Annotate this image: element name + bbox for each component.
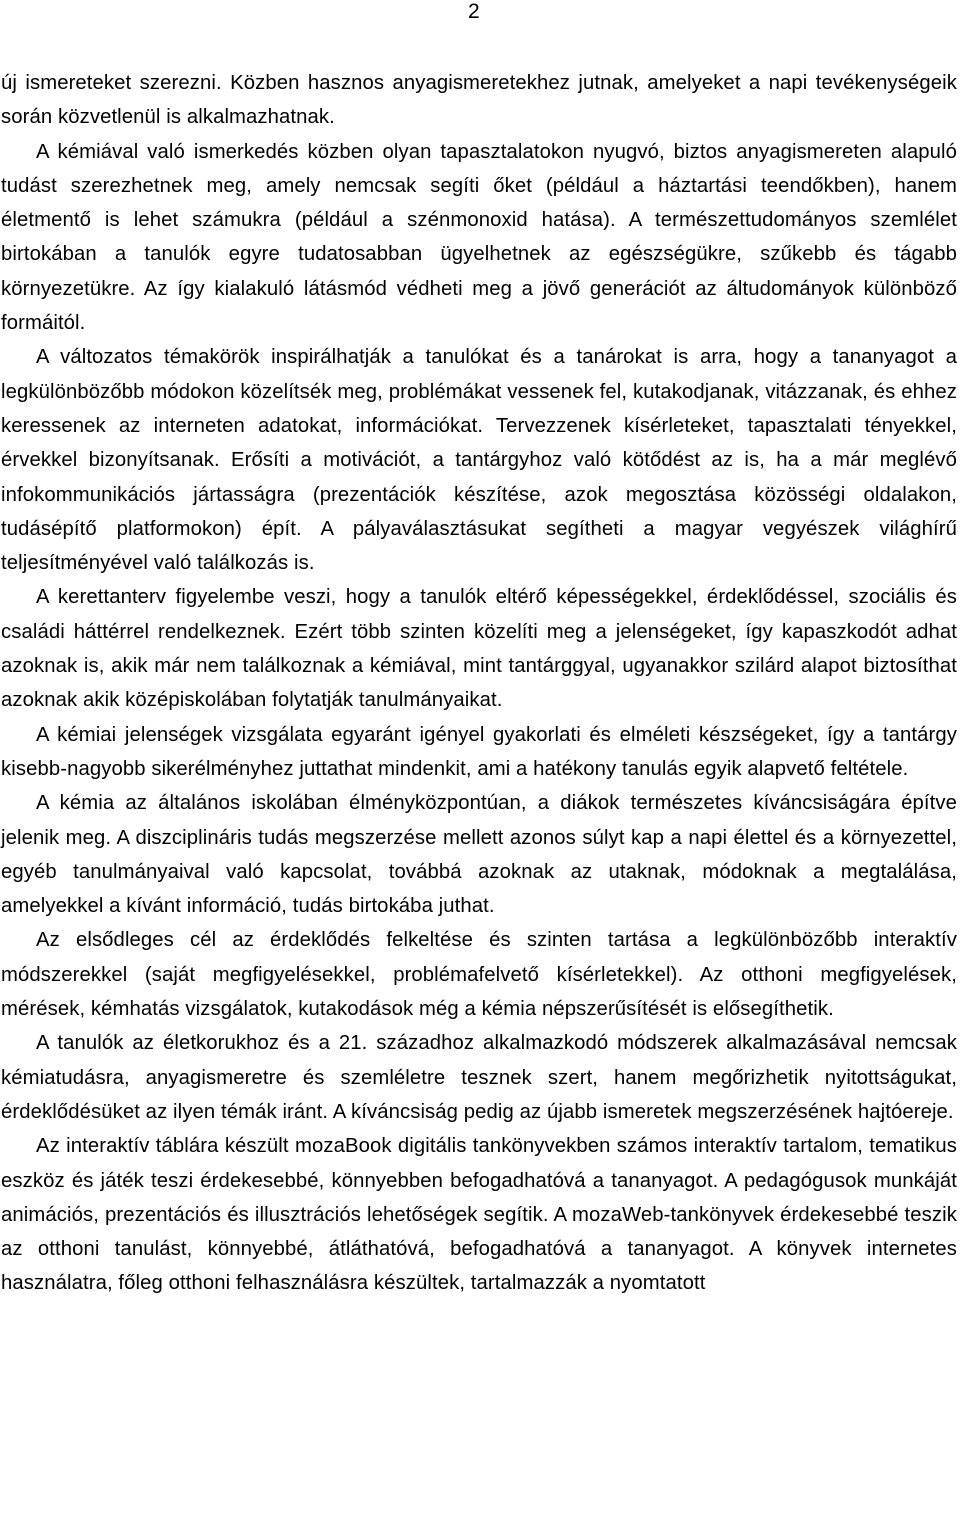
paragraph: A változatos témakörök inspirálhatják a tanulókat és a tanárokat is arra, hogy a tananyagot a legkülönbözőbb módokon közelítsék meg, problémákat vessenek fel, kutakodjanak, vitázzanak, és ehhez keressenek az interneten adatokat, információkat. Tervezzenek kísérleteket, tapasztalati tényekkel, érvekkel bizonyítsanak. Erősíti a motivációt, a tantárgyhoz való kötődést az is, ha a már meglévő infokommunikációs jártasságra (prezentációk készítése, azok megosztása közösségi oldalakon, tudásépítő platformokon) épít. A pályaválasztásukat segítheti a magyar vegyészek világhírű teljesítményével való találkozás is. (1, 346, 957, 575)
paragraph: A tanulók az életkorukhoz és a 21. századhoz alkalmazkodó módszerek alkalmazásával nemcsak kémiatudásra, anyagismeretre és szemléletre tesznek szert, hanem megőrizhetik nyitottságukat, érdeklődésüket az ilyen témák iránt. A kíváncsiság pedig az újabb ismeretek megszerzésének hajtóereje. (1, 1032, 957, 1123)
paragraph-continuation: új ismereteket szerezni. Közben hasznos anyagismeretekhez jutnak, amelyeket a napi tevékenységeik során közvetlenül is alkalmazhatnak. (1, 72, 957, 129)
paragraph: A kémiai jelenségek vizsgálata egyaránt igényel gyakorlati és elméleti készségeket, így a tantárgy kisebb-nagyobb sikerélményhez juttathat mindenkit, ami a hatékony tanulás egyik alapvető feltétele. (1, 723, 957, 780)
page-number: 2 (468, 0, 480, 23)
paragraph: A kerettanterv figyelembe veszi, hogy a tanulók eltérő képességekkel, érdeklődéssel, szociális és családi háttérrel rendelkeznek. Ezért több szinten közelíti meg a jelenségeket, így kapaszkodót adhat azoknak is, akik már nem találkoznak a kémiával, mint tantárggyal, ugyanakkor szilárd alapot biztosíthat azoknak akik középiskolában folytatják tanulmányaikat. (1, 586, 957, 712)
paragraph: Az interaktív táblára készült mozaBook digitális tankönyvekben számos interaktív tartalom, tematikus eszköz és játék teszi érdekesebbé, könnyebben befogadhatóvá a tananyagot. A pedagógusok munkáját animációs, prezentációs és illusztrációs lehetőségek segítik. A mozaWeb-tankönyvek érdekesebbé teszik az otthoni tanulást, könnyebbé, átláthatóvá, befogadhatóvá a tananyagot. A könyvek internetes használatra, főleg otthoni felhasználásra készültek, tartalmazzák a nyomtatott (1, 1135, 957, 1295)
paragraph: Az elsődleges cél az érdeklődés felkeltése és szinten tartása a legkülönbözőbb interaktív módszerekkel (saját megfigyelésekkel, problémafelvető kísérletekkel). Az otthoni megfigyelések, mérések, kémhatás vizsgálatok, kutakodások még a kémia népszerűsítését is elősegíthetik. (1, 929, 957, 1021)
paragraph: A kémia az általános iskolában élményközpontúan, a diákok természetes kíváncsiságára építve jelenik meg. A diszciplináris tudás megszerzése mellett azonos súlyt kap a napi élettel és a környezettel, egyéb tanulmányaival való kapcsolat, továbbá azoknak az utaknak, módoknak a megtalálása, amelyekkel a kívánt információ, tudás birtokába juthat. (1, 792, 957, 918)
document-body (1, 66, 957, 1301)
paragraph: A kémiával való ismerkedés közben olyan tapasztalatokon nyugvó, biztos anyagismereten alapuló tudást szerezhetnek meg, amely nemcsak segíti őket (például a háztartási teendőkben), hanem életmentő is lehet számukra (például a szénmonoxid hatása). A természettudományos szemlélet birtokában a tanulók egyre tudatosabban ügyelhetnek az egészségükre, szűkebb és tágabb környezetükre. Az így kialakuló látásmód védheti meg a jövő generációt az áltudományok különböző formáitól. (1, 140, 957, 335)
